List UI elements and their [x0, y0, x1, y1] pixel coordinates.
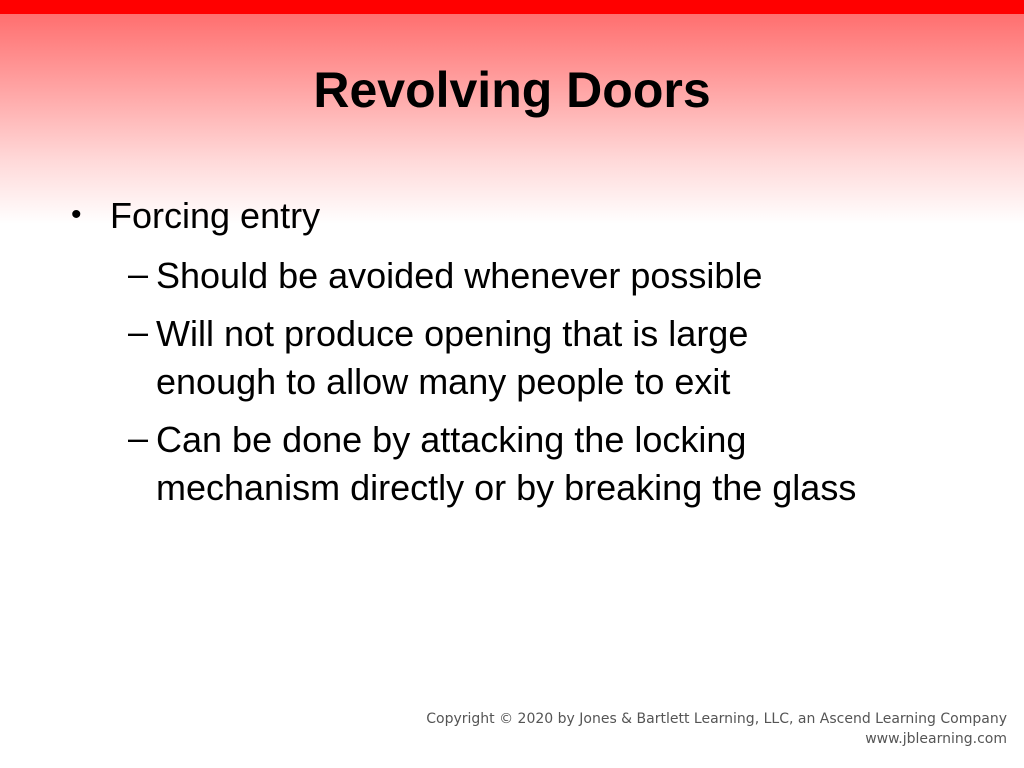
sub-bullet-attack — [68, 416, 968, 512]
slide-content — [68, 194, 968, 522]
bullet-forcing-entry — [68, 194, 968, 238]
top-red-bar — [0, 0, 1024, 14]
dash-icon: – — [128, 417, 149, 458]
footer — [426, 709, 1007, 749]
dash-icon: – — [128, 253, 149, 294]
bullet-dot-icon: • — [71, 198, 82, 231]
slide-title: Revolving Doors — [313, 62, 711, 118]
copyright-text: Copyright © 2020 by Jones & Bartlett Learning, LLC, an Ascend Learning Company — [426, 711, 1007, 727]
sub-bullet-opening — [68, 310, 968, 406]
sub-bullet-text-line-1: Will not produce opening that is large — [156, 313, 749, 354]
bullet-text: Forcing entry — [110, 195, 321, 236]
sub-bullet-avoid — [68, 252, 968, 300]
website-link: www.jblearning.com — [865, 731, 1007, 747]
sub-bullet-text: Should be avoided whenever possible — [156, 255, 763, 296]
sub-bullet-text-line-2: enough to allow many people to exit — [156, 361, 731, 402]
sub-bullet-text-line-2: mechanism directly or by breaking the glass — [156, 467, 857, 508]
dash-icon: – — [128, 311, 149, 352]
sub-bullet-text-line-1: Can be done by attacking the locking — [156, 419, 747, 460]
